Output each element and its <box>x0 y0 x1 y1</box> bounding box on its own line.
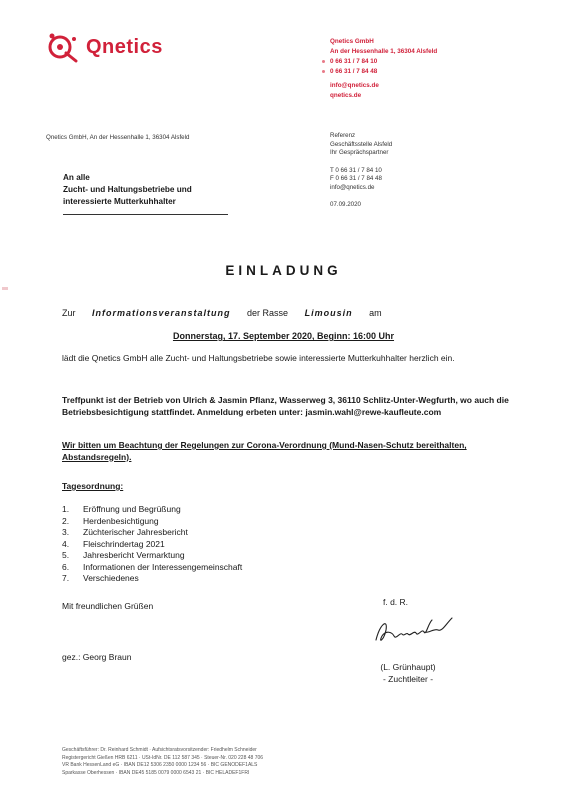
sender-web[interactable]: qnetics.de <box>330 92 362 99</box>
qnetics-logo-icon <box>44 30 82 66</box>
agenda-item: 2. Herdenbesichtigung <box>62 515 159 526</box>
sender-fax: 0 66 31 / 7 84 48 <box>330 68 378 75</box>
fold-mark <box>2 287 8 290</box>
paragraph-meeting-point: Treffpunkt ist der Betrieb von Ulrich & Jasmin Pflanz, Wasserweg 3, 36110 Schlitz-Unter-Wegfurth, wo auch die Betriebsbesichtigung stattfindet. Anmeldung erbeten unter: jasmin.wahl@rewe-kaufleute.com <box>62 395 509 417</box>
phone-bullet-icon <box>322 60 325 63</box>
document-title: EINLADUNG <box>225 263 342 278</box>
sender-email[interactable]: info@qnetics.de <box>330 82 379 89</box>
signer-name: (L. Grünhaupt) <box>380 662 436 672</box>
handwritten-signature-icon <box>368 610 458 650</box>
event-date: Donnerstag, 17. September 2020, Beginn: 16:00 Uhr <box>172 331 395 341</box>
agenda-item: 3. Züchterischer Jahresbericht <box>62 527 188 537</box>
footer-line-4: Sparkasse Oberhessen · IBAN DE45 5185 0079 0000 6543 21 · BIC HELADEF1FRI <box>62 769 250 776</box>
signed-by: gez.: Georg Braun <box>62 652 132 662</box>
footer-line-1: Geschäftsführer: Dr. Reinhard Schmidt · Aufsichtsratsvorsitzender: Friedhelm Schneider <box>62 747 257 753</box>
paragraph-invitation: lädt die Qnetics GmbH alle Zucht- und Haltungsbetriebe sowie interessierte Mutterkuhhalter herzlich ein. <box>62 353 455 363</box>
meta-fax: F 0 66 31 / 7 84 48 <box>330 175 382 182</box>
meta-office: Geschäftsstelle Alsfeld <box>330 140 393 148</box>
intro-am: am <box>369 308 382 318</box>
agenda-list <box>62 504 242 585</box>
return-address: Qnetics GmbH, An der Hessenhalle 1, 36304 Alsfeld <box>46 134 190 141</box>
agenda-item: 6. Informationen der Interessengemeinschaft <box>62 561 243 572</box>
agenda-heading: Tagesordnung: <box>62 481 124 491</box>
intro-zur: Zur <box>62 308 76 318</box>
recipient-line-1: An alle <box>63 173 90 182</box>
footer-line-2: Registergericht Gießen HRB 6211 · USt-IdNr. DE 112 587 345 · Steuer-Nr. 020 228 48 706 <box>62 754 264 761</box>
signer-role: - Zuchtleiter - <box>382 674 434 684</box>
logo-wordmark: Qnetics <box>86 36 163 58</box>
fdr-note: f. d. R. <box>383 597 409 607</box>
recipient-rule <box>63 214 228 215</box>
sender-address: An der Hessenhalle 1, 36304 Alsfeld <box>330 48 438 55</box>
intro-der-rasse: der Rasse <box>247 308 289 318</box>
intro-event: Informationsveranstaltung <box>92 308 231 318</box>
intro-line <box>62 308 382 318</box>
sender-block <box>330 37 437 101</box>
meta-block <box>330 132 392 210</box>
fax-bullet-icon <box>322 70 325 73</box>
sender-company: Qnetics GmbH <box>330 38 374 45</box>
meta-contact: Ihr Gesprächspartner <box>330 149 389 156</box>
agenda-item: 4. Fleischrindertag 2021 <box>62 538 165 549</box>
recipient-block <box>63 172 192 208</box>
footer-line-3: VR Bank HessenLand eG · IBAN DE12 5306 2350 0000 1234 56 · BIC GENODEF1ALS <box>62 762 258 768</box>
sender-phone: 0 66 31 / 7 84 10 <box>330 58 378 65</box>
agenda-item: 1. Eröffnung und Begrüßung <box>62 504 181 514</box>
meta-referent: Referenz <box>330 132 356 139</box>
meta-date: 07.09.2020 <box>330 201 361 208</box>
signer-block <box>368 661 448 685</box>
agenda-item: 7. Verschiedenes <box>62 573 139 583</box>
meta-phone: T 0 66 31 / 7 84 10 <box>330 166 382 174</box>
agenda-item: 5. Jahresbericht Vermarktung <box>62 550 185 560</box>
meta-email: info@qnetics.de <box>330 183 375 191</box>
intro-breed: Limousin <box>304 308 353 318</box>
closing-salutation: Mit freundlichen Grüßen <box>62 601 154 611</box>
recipient-line-3: interessierte Mutterkuhhalter <box>63 197 176 206</box>
paragraph-corona: Wir bitten um Beachtung der Regelungen zur Corona-Verordnung (Mund-Nasen-Schutz bereithalten, Abstandsregeln). <box>62 440 467 462</box>
footer <box>62 747 422 777</box>
recipient-line-2: Zucht- und Haltungsbetriebe und <box>63 185 192 194</box>
